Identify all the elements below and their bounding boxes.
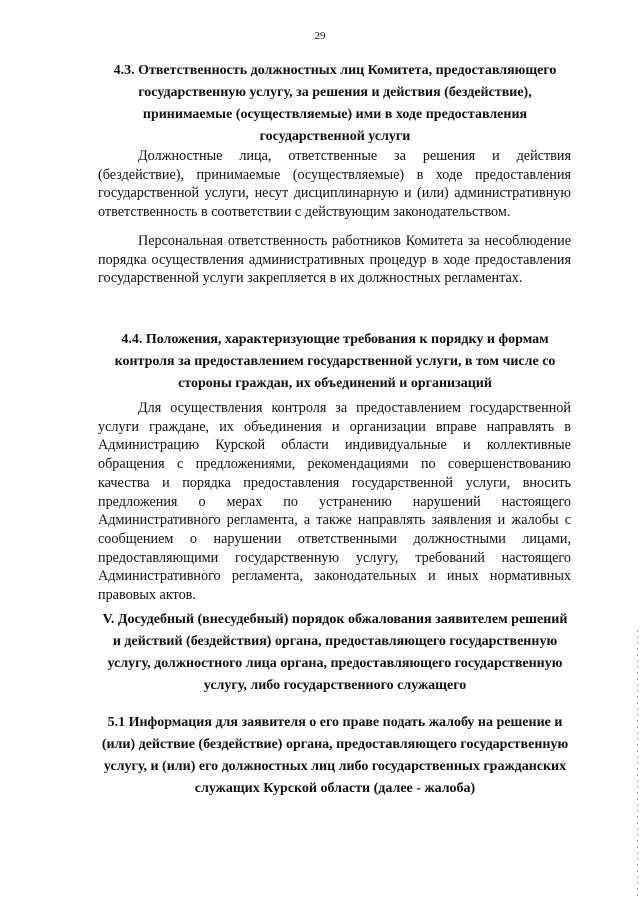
section-5-1-heading: 5.1 Информация для заявителя о его праве подать жалобу на решение и (или) действие (бездействие) органа, предоставляющего государственную услугу, и (или) его должностных лиц либо государственных гражданских служащих Курской области (далее - жалоба) [101, 715, 569, 796]
section-4-4-heading: 4.4. Положения, характеризующие требования к порядку и формам контроля за предоставлением государственной услуги, в том числе со стороны граждан, их объединений и организаций [114, 332, 556, 391]
section-4-3-paragraph-2: Персональная ответственность работников Комитета за несоблюдение порядка осуществления административных процедур в ходе предоставления государственной услуги закрепляется в их должностных регламентах. [98, 233, 571, 287]
scan-edge-mark [637, 630, 638, 900]
section-4-4-paragraph-1: Для осуществления контроля за предоставлением государственной услуги граждане, их объединения и организации вправе направлять в Администрацию Курской области индивидуальные и коллективные обращения с предложениями, рекомендациями по совершенствованию качества и порядка предоставления государственной услуги, вносить предложения о мерах по устранению нарушений настоящего Административного регламента, а также направлять заявления и жалобы с сообщением о нарушении ответственными должностными лицами, предоставляющими государственную услугу, требований настоящего Административного регламента, законодательных и иных нормативных правовых актов. [98, 400, 571, 604]
section-4-3-paragraph-1: Должностные лица, ответственные за решения и действия (бездействие), принимаемые (осуществляемые) в ходе предоставления государственной услуги, несут дисциплинарную и (или) административную ответственность в соответствии с действующим законодательством. [98, 148, 571, 221]
section-5-heading: V. Досудебный (внесудебный) порядок обжалования заявителем решений и действий (бездействия) органа, предоставляющего государственную услугу, должностного лица органа, предоставляющего государственную услугу, либо государственного служащего [102, 612, 568, 693]
page-number: 29 [314, 30, 326, 42]
section-4-3-heading: 4.3. Ответственность должностных лиц Комитета, предоставляющего государственную услугу, за решения и действия (бездействие), принимаемые (осуществляемые) ими в ходе предоставления государственной услуги [113, 63, 557, 144]
